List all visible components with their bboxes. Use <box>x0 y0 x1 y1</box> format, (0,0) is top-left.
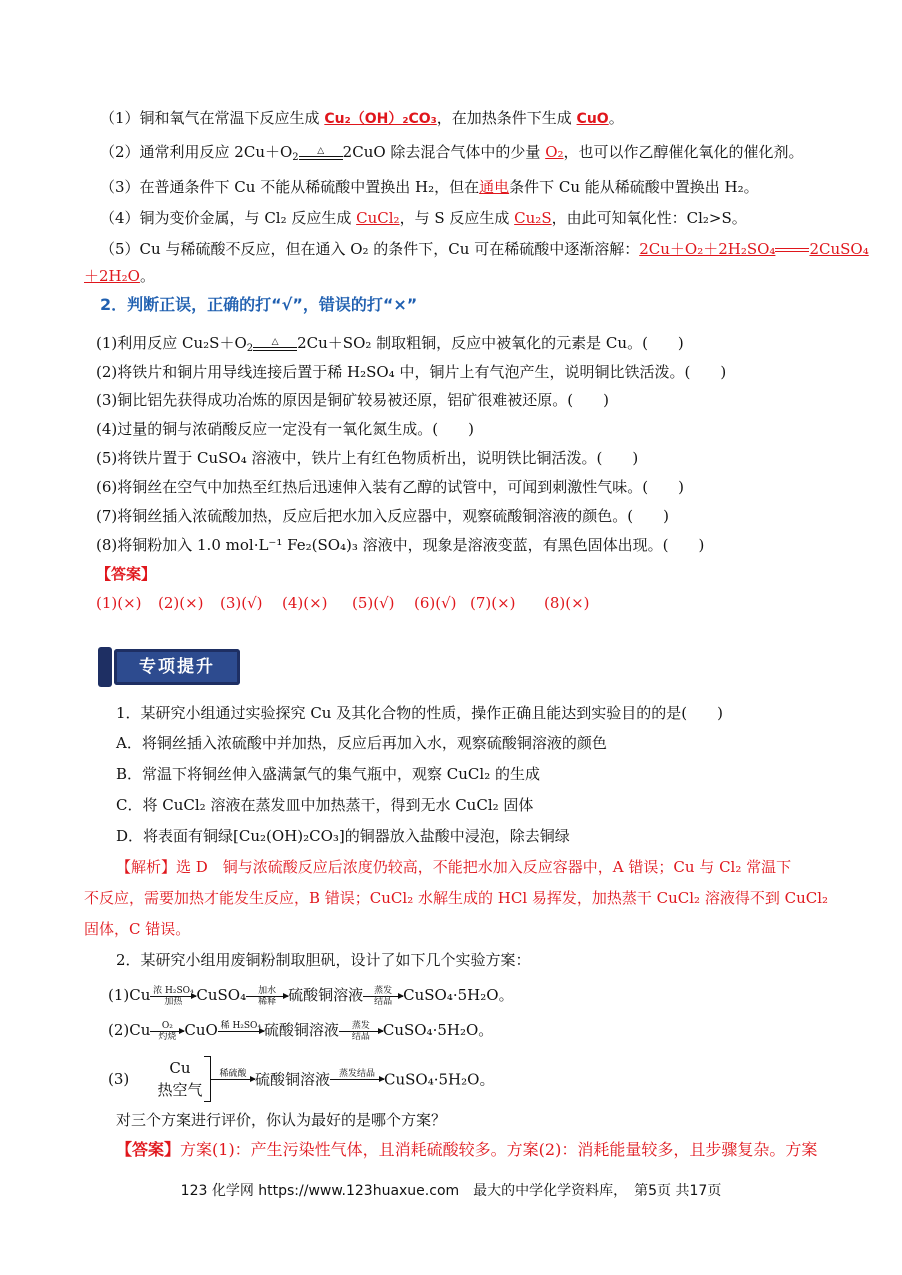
answer-item: (7)(×) <box>470 594 516 612</box>
problem-2-answer: 【答案】方案(1)：产生污染性气体，且消耗硫酸较多。方案(2)：消耗能量较多，且步骤复杂。方案 <box>116 1140 818 1159</box>
answer-item: (6)(√) <box>414 594 457 612</box>
brace <box>204 1056 211 1102</box>
reaction-arrow: 蒸发结晶 <box>330 1069 384 1090</box>
answer-item: (1)(×) <box>96 594 142 612</box>
answer-blank: O₂ <box>545 143 564 161</box>
answer-blank: 2CuSO₄ <box>809 240 869 258</box>
option-d: D．将表面有铜绿[Cu₂(OH)₂CO₃]的铜器放入盐酸中浸泡，除去铜绿 <box>116 827 570 845</box>
answer-blank: 2Cu＋O₂＋2H₂SO₄ <box>639 240 776 258</box>
reaction-arrow: 稀硫酸 <box>211 1069 255 1090</box>
reaction-arrow: 稀 H₂SO₄ <box>218 1021 264 1042</box>
answer-item: (3)(√) <box>220 594 263 612</box>
answer-blank: Cu₂S <box>514 209 552 227</box>
judge-item-7: (7)将铜丝插入浓硫酸加热，反应后把水加入反应器中，观察硫酸铜溶液的颜色。( ) <box>96 507 669 525</box>
scheme-3: (3) Cu 热空气 稀硫酸 硫酸铜溶液 蒸发结晶 CuSO₄·5H₂O。 <box>108 1056 494 1106</box>
judge-item-3: (3)铜比铝先获得成功冶炼的原因是铜矿较易被还原，铝矿很难被还原。( ) <box>96 391 609 409</box>
answer-item: (8)(×) <box>544 594 590 612</box>
answer-item: (2)(×) <box>158 594 204 612</box>
answer-item: (5)(√) <box>352 594 395 612</box>
reaction-arrow: 蒸发 结晶 <box>339 1021 383 1042</box>
answer-blank: Cu₂（OH）₂CO₃ <box>324 111 437 127</box>
option-a: A．将铜丝插入浓硫酸中并加热，反应后再加入水，观察硫酸铜溶液的颜色 <box>116 734 607 752</box>
problem-1-stem: 1．某研究小组通过实验探究 Cu 及其化合物的性质，操作正确且能达到实验目的的是( ) <box>116 704 723 722</box>
section-banner <box>98 647 242 687</box>
answer-item: (4)(×) <box>282 594 328 612</box>
equals-sign <box>775 248 809 252</box>
reactant-air: 热空气 <box>157 1081 203 1099</box>
answer-list <box>96 593 604 613</box>
explanation-line-2: 不反应，需要加热才能发生反应，B 错误；CuCl₂ 水解生成的 HCl 易挥发，加热蒸干 CuCl₂ 溶液得不到 CuCl₂ <box>84 889 829 907</box>
fill-item-1: （1）铜和氧气在常温下反应生成 Cu₂（OH）₂CO₃，在加热条件下生成 CuO。 <box>100 109 624 127</box>
judge-item-8: (8)将铜粉加入 1.0 mol·L⁻¹ Fe₂(SO₄)₃ 溶液中，现象是溶液变蓝，有黑色固体出现。( ) <box>96 536 705 554</box>
reactant-cu: Cu <box>169 1059 191 1077</box>
fill-item-3: （3）在普通条件下 Cu 不能从稀硫酸中置换出 H₂，但在通电条件下 Cu 能从稀硫酸中置换出 H₂。 <box>100 178 759 196</box>
fill-item-5: （5）Cu 与稀硫酸不反应，但在通入 O₂ 的条件下，Cu 可在稀硫酸中逐渐溶解：2Cu＋O₂＋2H₂SO₄ 2CuSO₄ <box>100 240 869 258</box>
reaction-arrow: 加水 稀释 <box>246 986 288 1007</box>
judge-item-4: (4)过量的铜与浓硝酸反应一定没有一氧化氮生成。( ) <box>96 420 474 438</box>
reaction-arrow: O₂ 灼烧 <box>150 1021 184 1042</box>
option-b: B．常温下将铜丝伸入盛满氯气的集气瓶中，观察 CuCl₂ 的生成 <box>116 765 540 783</box>
answer-blank: CuO <box>576 111 609 127</box>
heat-equals-sign: △ <box>253 337 297 351</box>
problem-2-question: 对三个方案进行评价，你认为最好的是哪个方案？ <box>116 1111 447 1129</box>
scheme-1: (1)Cu 浓 H₂SO₄ 加热 CuSO₄ 加水 稀释 硫酸铜溶液 蒸发 结晶 CuSO₄·5H₂O。 <box>108 985 514 1007</box>
banner-label: 专项提升 <box>139 657 215 677</box>
judge-item-2: (2)将铁片和铜片用导线连接后置于稀 H₂SO₄ 中，铜片上有气泡产生，说明铜比铁活泼。( ) <box>96 363 727 381</box>
judge-item-5: (5)将铁片置于 CuSO₄ 溶液中，铁片上有红色物质析出，说明铁比铜活泼。( ) <box>96 449 639 467</box>
reaction-arrow: 浓 H₂SO₄ 加热 <box>150 986 196 1007</box>
problem-2-stem: 2．某研究小组用废铜粉制取胆矾，设计了如下几个实验方案： <box>116 951 531 969</box>
answer-blank: ＋2H₂O <box>84 267 140 285</box>
answer-blank: CuCl₂ <box>356 209 400 227</box>
heat-equals-sign: △ <box>299 146 343 160</box>
banner-post <box>98 647 112 687</box>
judge-item-6: (6)将铜丝在空气中加热至红热后迅速伸入装有乙醇的试管中，可闻到刺激性气味。( ) <box>96 478 684 496</box>
scheme-2: (2)Cu O₂ 灼烧 CuO 稀 H₂SO₄ 硫酸铜溶液 蒸发 结晶 CuSO₄·5H₂O。 <box>108 1020 494 1042</box>
section-heading: 2．判断正误，正确的打“√”，错误的打“×” <box>100 295 418 314</box>
fill-item-4: （4）铜为变价金属，与 Cl₂ 反应生成 CuCl₂，与 S 反应生成 Cu₂S，由此可知氧化性：Cl₂>S。 <box>100 209 747 227</box>
reaction-arrow: 蒸发 结晶 <box>363 986 403 1007</box>
option-c: C．将 CuCl₂ 溶液在蒸发皿中加热蒸干，得到无水 CuCl₂ 固体 <box>116 796 534 814</box>
answer-blank: 通电 <box>479 178 510 196</box>
explanation-line-1: 【解析】选 D 铜与浓硫酸反应后浓度仍较高，不能把水加入反应容器中，A 错误；Cu 与 Cl₂ 常温下 <box>116 858 792 876</box>
page-footer: 123 化学网 https://www.123huaxue.com 最大的中学化学资料库， 第5页 共17页 <box>180 1183 722 1199</box>
answer-tag: 【答案】 <box>96 565 157 583</box>
fill-item-2: （2）通常利用反应 $2Cu+O_2$ △ 2CuO 除去混合气体中的少量 O₂，也可以作乙醇催化氧化的催化剂。 <box>100 143 804 163</box>
fill-item-5-cont: ＋2H₂O。 <box>84 267 155 285</box>
explanation-line-3: 固体，C 错误。 <box>84 920 191 938</box>
judge-item-1: (1)利用反应 $Cu_2S+O_2$ △ 2Cu＋SO₂ 制取粗铜，反应中被氧化的元素是 Cu。( ) <box>96 334 684 354</box>
